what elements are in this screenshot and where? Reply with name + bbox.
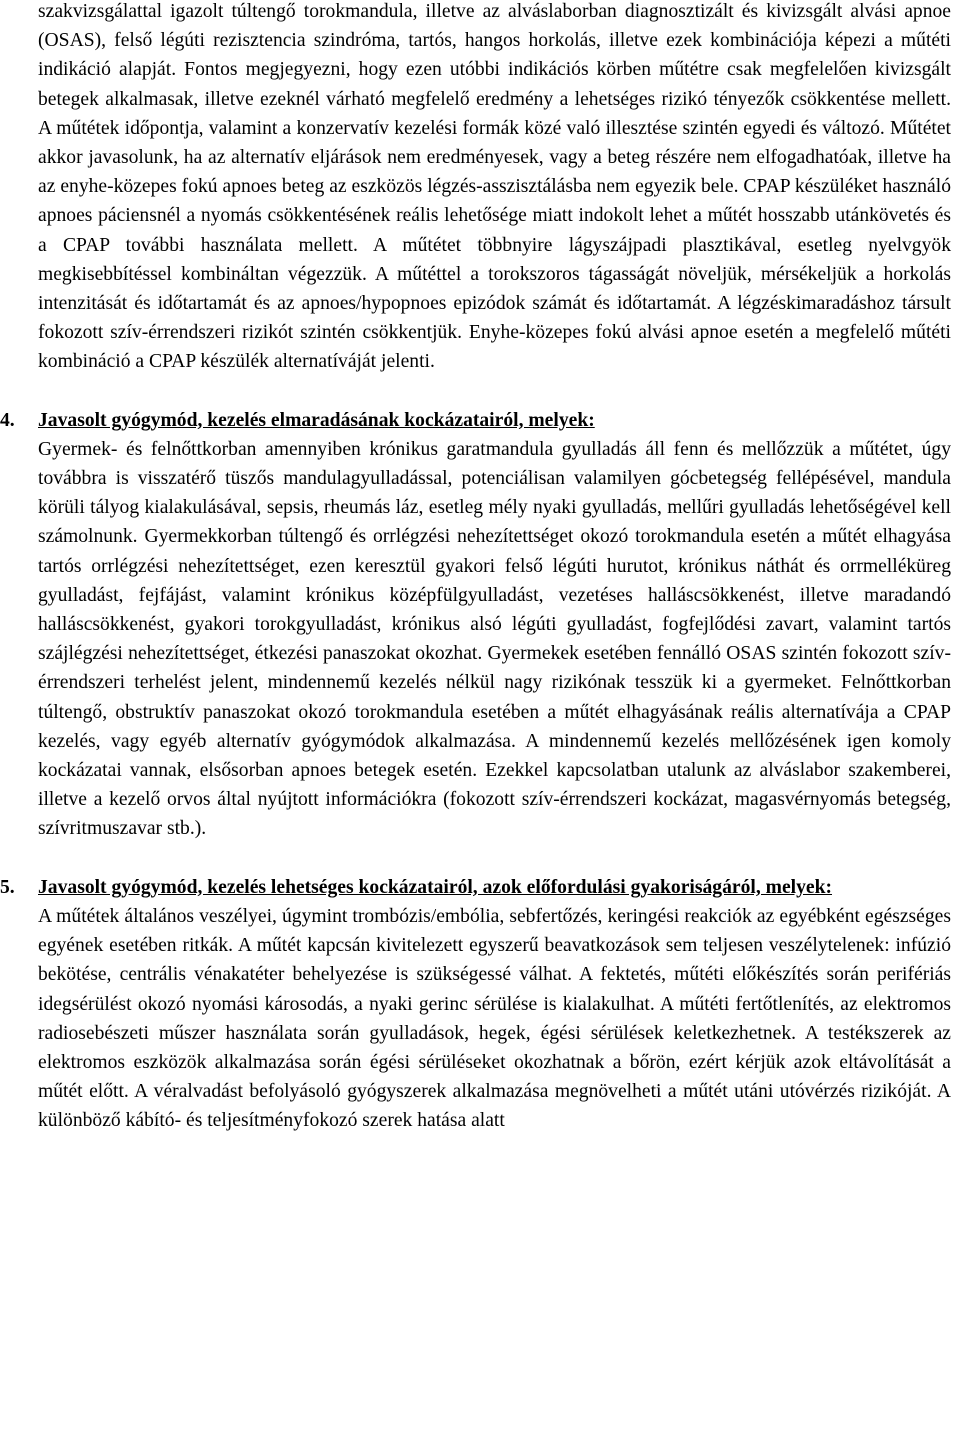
section-5: [0, 873, 951, 1136]
section-5-title: Javasolt gyógymód, kezelés lehetséges kockázatairól, azok előfordulási gyakoriságáról, melyek:: [38, 876, 832, 898]
section-5-number: 5.: [0, 876, 15, 898]
section-5-heading: [0, 873, 951, 902]
intro-paragraph: szakvizsgálattal igazolt túltengő torokmandula, illetve az alváslaborban diagnosztizált és kivizsgált alvási apnoe (OSAS), felső légúti rezisztencia szindróma, tartós, hangos horkolás, illetve ezek kombinációja képezi a műtéti indikáció alapját. Fontos megjegyezni, hogy ezen utóbbi indikációs körben műtétre csak megfelelően kivizsgált betegek alkalmasak, illetve ezeknél várható megfelelő eredmény a lehetséges rizikó tényezők csökkentése mellett. A műtétek időpontja, valamint a konzervatív kezelési formák közé való illesztése szintén egyedi és változó. Műtétet akkor javasolunk, ha az alternatív eljárások nem eredményesek, vagy a beteg részére nem elfogadhatóak, illetve ha az enyhe-közepes fokú apnoes beteg az eszközös légzés-asszisztálásba nem egyezik bele. CPAP készüléket használó apnoes páciensnél a nyomás csökkentésének reális lehetősége miatt indokolt lehet a műtét hosszabb utánkövetés és a CPAP további használata mellett. A műtétet többnyire lágyszájpadi plasztikával, esetleg nyelvgyök megkisebbítéssel kombináltan végezzük. A műtéttel a torokszoros tágasságát növeljük, mérsékeljük a horkolás intenzitását és időtartamát és az apnoes/hypopnoes epizódok számát és időtartamát. A légzéskimaradáshoz társult fokozott szív-érrendszeri rizikót szintén csökkentjük. Enyhe-közepes fokú alvási apnoe esetén a megfelelő műtéti kombináció a CPAP készülék alternatíváját jelenti.: [38, 1, 951, 373]
section-4-body: Gyermek- és felnőttkorban amennyiben krónikus garatmandula gyulladás áll fenn és mellőzzük a műtétet, úgy továbbra is visszatérő tüszős mandulagyulladással, potenciálisan valamilyen gócbetegség fellépésével, mandula körüli tályog kialakulásával, sepsis, rheumás láz, esetleg mély nyaki gyulladás, mellűri gyulladás lehetőségével kell számolnunk. Gyermekkorban túltengő és orrlégzési nehezítettséget okozó torokmandula esetén a műtét elhagyása tartós orrlégzési nehezítettséget, ezen keresztül gyakori felső légúti hurutot, krónikus náthát és orrmelléküreg gyulladást, fejfájást, valamint krónikus középfülgyulladást, vezetéses halláscsökkenést, illetve maradandó halláscsökkenést, gyakori torokgyulladást, krónikus alsó légúti gyulladást, fogfejlődési zavart, valamint tartós szájlégzési nehezítettséget, étkezési panaszokat okozhat. Gyermekek esetében fennálló OSAS szintén fokozott szív-érrendszeri terhelést jelent, mindennemű kezelés nélkül nagy rizikónak tesszük ki a gyermeket. Felnőttkorban túltengő, obstruktív panaszokat okozó torokmandula esetében a műtét elhagyásának reális alternatívája a CPAP kezelés, vagy egyéb alternatív gyógymódok alkalmazása. A mindennemű kezelés mellőzésének igen komoly kockázatai vannak, elsősorban apnoes betegek esetén. Ezekkel kapcsolatban utalunk az alváslabor szakemberei, illetve a kezelő orvos által nyújtott információkra (fokozott szív-érrendszeri kockázat, magasvérnyomás betegség, szívritmuszavar stb.).: [38, 438, 951, 840]
section-4-number: 4.: [0, 409, 15, 431]
section-5-body: A műtétek általános veszélyei, úgymint trombózis/embólia, sebfertőzés, keringési reakciók az egyébként egészséges egyének esetében ritkák. A műtét kapcsán kivitelezett egyszerű beavatkozások sem teljesen veszélytelenek: infúzió bekötése, centrális vénakatéter behelyezése is szükségessé válhat. A fektetés, műtéti előkészítés során perifériás idegsérülést okozó nyomási károsodás, a nyaki gerinc sérülése is kialakulhat. A műtéti fertőtlenítés, az elektromos radiosebészeti műszer használata során gyulladások, hegek, égési sérülések keletkezhetnek. A testékszerek az elektromos eszközök alkalmazása során égési sérüléseket okozhatnak a bőrön, ezért kérjük azok eltávolítását a műtét előtt. A véralvadást befolyásoló gyógyszerek alkalmazása megnövelheti a műtét utáni utóvérzés rizikóját. A különböző kábító- és teljesítményfokozó szerek hatása alatt: [38, 905, 951, 1132]
section-4-title: Javasolt gyógymód, kezelés elmaradásának kockázatairól, melyek:: [38, 409, 595, 431]
section-4-heading: [0, 406, 951, 435]
section-4: [0, 406, 951, 844]
